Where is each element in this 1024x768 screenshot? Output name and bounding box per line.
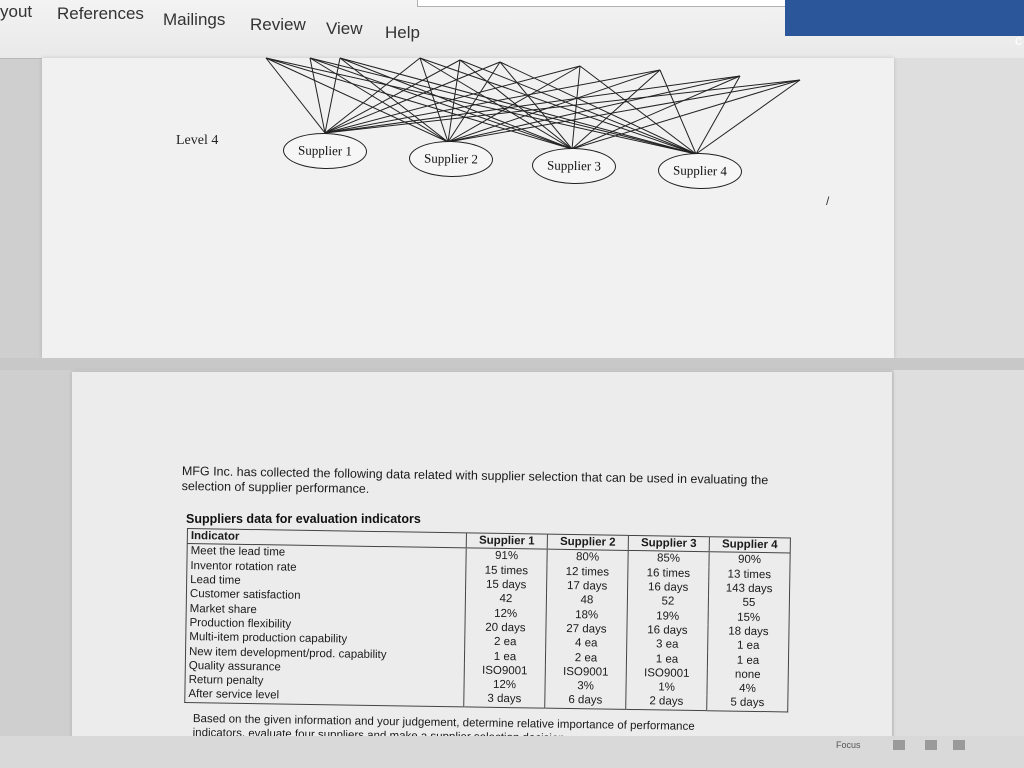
header-indicator: Indicator <box>187 529 466 549</box>
corner-glyph: c <box>1015 32 1022 48</box>
print-layout-icon[interactable] <box>925 740 937 750</box>
supplier-2-cell: 6 days <box>545 693 626 709</box>
task-instructions: Based on the given information and your judgement, determine relative importance of performance indicators, evaluate four <box>192 712 695 741</box>
supplier-4-cell: none <box>707 667 788 683</box>
header-supplier-4: Supplier 4 <box>709 537 790 554</box>
supplier-node-label: Supplier 4 <box>672 162 728 179</box>
header-supplier-3: Supplier 3 <box>628 535 709 552</box>
supplier-2-cell: 48 <box>546 593 627 609</box>
supplier-3-cell: 3 ea <box>627 637 708 653</box>
supplier-node-label: Supplier 2 <box>423 150 479 167</box>
supplier-4-cell: 1 ea <box>708 638 789 654</box>
supplier-2-cell: 17 days <box>547 579 628 595</box>
supplier-2-cell: 80% <box>547 549 628 565</box>
tab-view[interactable]: View <box>326 19 363 38</box>
supplier-3-cell: 16 days <box>627 623 708 639</box>
indicator-cell: New item development/prod. capability <box>188 645 387 661</box>
indicator-cell: Meet the lead time <box>190 545 286 559</box>
read-mode-icon[interactable] <box>893 740 905 750</box>
supplier-4-cell: 5 days <box>707 695 788 711</box>
indicator-cell: Market share <box>189 602 257 616</box>
tab-layout[interactable]: yout <box>0 2 33 21</box>
indicator-cell: Lead time <box>190 574 241 587</box>
supplier-1-cell: 2 ea <box>465 634 546 650</box>
supplier-1-cell: 1 ea <box>464 649 545 665</box>
status-bar <box>0 736 1024 768</box>
supplier-3-cell: 2 days <box>626 694 707 710</box>
supplier-data-table <box>184 528 791 712</box>
indicator-cell: Inventor rotation rate <box>190 559 297 574</box>
supplier-1-cell: 91% <box>466 548 547 564</box>
supplier-1-cell: 12% <box>464 677 545 693</box>
indicator-cell: Multi-item production capability <box>189 631 348 646</box>
indicator-cell: Return penalty <box>188 674 264 688</box>
tab-references[interactable]: References <box>57 4 144 23</box>
supplier-node-label: Supplier 3 <box>546 157 602 174</box>
tab-mailings[interactable]: Mailings <box>163 10 226 29</box>
supplier-1-cell: 20 days <box>465 620 546 636</box>
supplier-3-cell: 85% <box>628 551 709 567</box>
indicator-cell: Production flexibility <box>189 616 292 631</box>
supplier-1-cell: 42 <box>465 592 546 608</box>
supplier-4-cell: 90% <box>709 552 790 568</box>
level-4-label: Level 4 <box>176 133 219 148</box>
supplier-2-cell: 4 ea <box>546 636 627 652</box>
supplier-2-cell: 27 days <box>546 621 627 637</box>
supplier-4-cell: 1 ea <box>707 653 788 669</box>
supplier-2-cell: 12 times <box>547 564 628 580</box>
supplier-1-cell: 15 days <box>466 577 547 593</box>
indicator-cell: After service level <box>188 688 280 702</box>
supplier-4-cell: 55 <box>708 595 789 611</box>
tab-help[interactable]: Help <box>385 23 420 42</box>
text-cursor: / <box>826 194 830 208</box>
page-gap <box>0 358 1024 370</box>
supplier-3-cell: 16 times <box>628 566 709 582</box>
header-supplier-2: Supplier 2 <box>547 534 628 551</box>
supplier-3-cell: ISO9001 <box>626 666 707 682</box>
focus-mode-button[interactable]: Focus <box>836 740 861 750</box>
supplier-3-cell: 1 ea <box>626 651 707 667</box>
supplier-1-cell: 12% <box>465 606 546 622</box>
supplier-3-cell: 16 days <box>628 580 709 596</box>
header-supplier-1: Supplier 1 <box>466 533 547 550</box>
supplier-1-cell: ISO9001 <box>464 663 545 679</box>
supplier-3-cell: 1% <box>626 680 707 696</box>
tab-review[interactable]: Review <box>250 15 306 34</box>
supplier-node-label: Supplier 1 <box>297 142 353 159</box>
supplier-3-cell: 52 <box>627 594 708 610</box>
supplier-1-cell: 3 days <box>464 692 545 708</box>
indicator-cell: Customer satisfaction <box>189 588 301 603</box>
supplier-3-cell: 19% <box>627 608 708 624</box>
indicator-cell: Quality assurance <box>188 659 281 674</box>
supplier-4-cell: 143 days <box>709 581 790 597</box>
supplier-4-cell: 15% <box>708 610 789 626</box>
table-title: Suppliers data for evaluation indicators <box>186 512 421 526</box>
supplier-4-cell: 13 times <box>709 567 790 583</box>
supplier-2-cell: 18% <box>546 607 627 623</box>
supplier-1-cell: 15 times <box>466 563 547 579</box>
supplier-2-cell: 3% <box>545 679 626 695</box>
supplier-4-cell: 18 days <box>708 624 789 640</box>
intro-paragraph: MFG Inc. has collected the following data related with supplier selection that can be used in evaluating the selection of supplier performance. <box>181 464 769 496</box>
supplier-2-cell: ISO9001 <box>545 664 626 680</box>
web-layout-icon[interactable] <box>953 740 965 750</box>
supplier-4-cell: 4% <box>707 681 788 697</box>
supplier-2-cell: 2 ea <box>545 650 626 666</box>
